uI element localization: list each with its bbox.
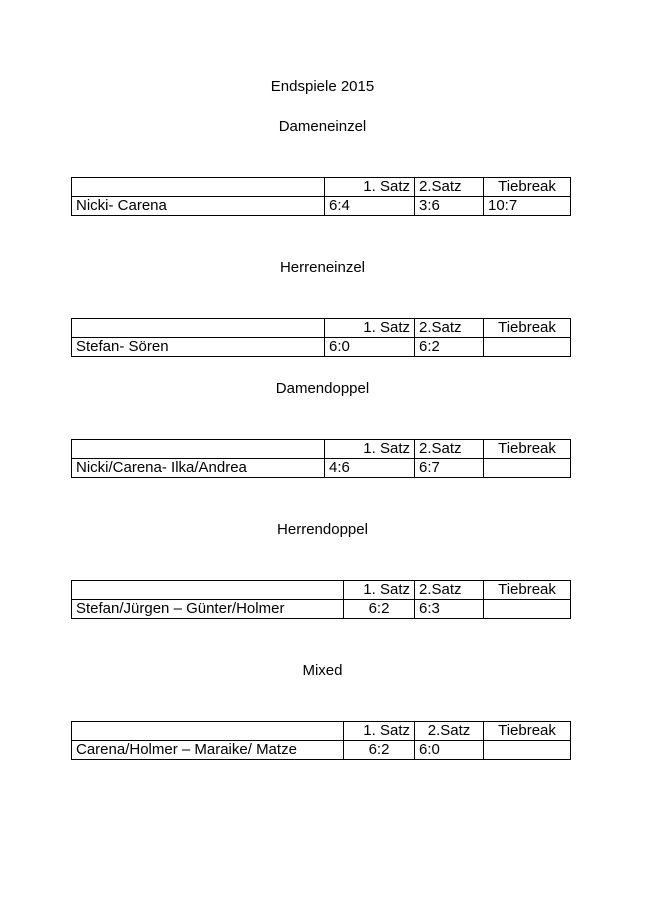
- score-table-damendoppel: [71, 439, 571, 478]
- tiebreak-cell: [484, 338, 571, 357]
- tiebreak-cell: [484, 600, 571, 619]
- set2-header: 2.Satz: [415, 319, 484, 338]
- section-title-herrendoppel: Herrendoppel: [277, 521, 368, 538]
- table-header-row: [72, 440, 571, 459]
- set1-cell: 6:2: [344, 741, 415, 760]
- set1-cell: 6:2: [344, 600, 415, 619]
- table-row: [72, 197, 571, 216]
- table-row: [72, 338, 571, 357]
- set1-cell: 6:4: [325, 197, 415, 216]
- set2-cell: 6:3: [415, 600, 484, 619]
- score-table-herreneinzel: [71, 318, 571, 357]
- tiebreak-header: Tiebreak: [484, 440, 571, 459]
- set1-header: 1. Satz: [344, 722, 415, 741]
- score-table-mixed: [71, 721, 571, 760]
- table-header-row: [72, 722, 571, 741]
- set1-header: 1. Satz: [325, 178, 415, 197]
- tiebreak-header: Tiebreak: [484, 178, 571, 197]
- table-row: [72, 600, 571, 619]
- tiebreak-header: Tiebreak: [484, 319, 571, 338]
- table-row: [72, 459, 571, 478]
- set2-cell: 6:2: [415, 338, 484, 357]
- set2-cell: 6:7: [415, 459, 484, 478]
- page-title: Endspiele 2015: [270, 78, 375, 95]
- tiebreak-header: Tiebreak: [484, 581, 571, 600]
- table-row: [72, 741, 571, 760]
- score-table-herrendoppel: [71, 580, 571, 619]
- tiebreak-cell: 10:7: [484, 197, 571, 216]
- set2-header: 2.Satz: [415, 178, 484, 197]
- set2-header: 2.Satz: [415, 440, 484, 459]
- set1-header: 1. Satz: [344, 581, 415, 600]
- set2-cell: 6:0: [415, 741, 484, 760]
- match-header-cell: [72, 319, 325, 338]
- section-title-mixed: Mixed: [302, 662, 343, 679]
- match-header-cell: [72, 440, 325, 459]
- tiebreak-header: Tiebreak: [484, 722, 571, 741]
- set1-cell: 6:0: [325, 338, 415, 357]
- section-title-dameneinzel: Dameneinzel: [278, 118, 367, 135]
- match-cell: Stefan- Sören: [72, 338, 325, 357]
- set2-header: 2.Satz: [415, 722, 484, 741]
- match-header-cell: [72, 722, 344, 741]
- tiebreak-cell: [484, 459, 571, 478]
- set1-header: 1. Satz: [325, 319, 415, 338]
- table-header-row: [72, 581, 571, 600]
- match-cell: Carena/Holmer – Maraike/ Matze: [72, 741, 344, 760]
- match-cell: Nicki/Carena- Ilka/Andrea: [72, 459, 325, 478]
- match-cell: Stefan/Jürgen – Günter/Holmer: [72, 600, 344, 619]
- match-header-cell: [72, 581, 344, 600]
- set2-header: 2.Satz: [415, 581, 484, 600]
- set1-header: 1. Satz: [325, 440, 415, 459]
- set1-cell: 4:6: [325, 459, 415, 478]
- table-header-row: [72, 319, 571, 338]
- table-header-row: [72, 178, 571, 197]
- section-title-herreneinzel: Herreneinzel: [279, 259, 366, 276]
- section-title-damendoppel: Damendoppel: [275, 380, 370, 397]
- tiebreak-cell: [484, 741, 571, 760]
- match-cell: Nicki- Carena: [72, 197, 325, 216]
- set2-cell: 3:6: [415, 197, 484, 216]
- match-header-cell: [72, 178, 325, 197]
- score-table-dameneinzel: [71, 177, 571, 216]
